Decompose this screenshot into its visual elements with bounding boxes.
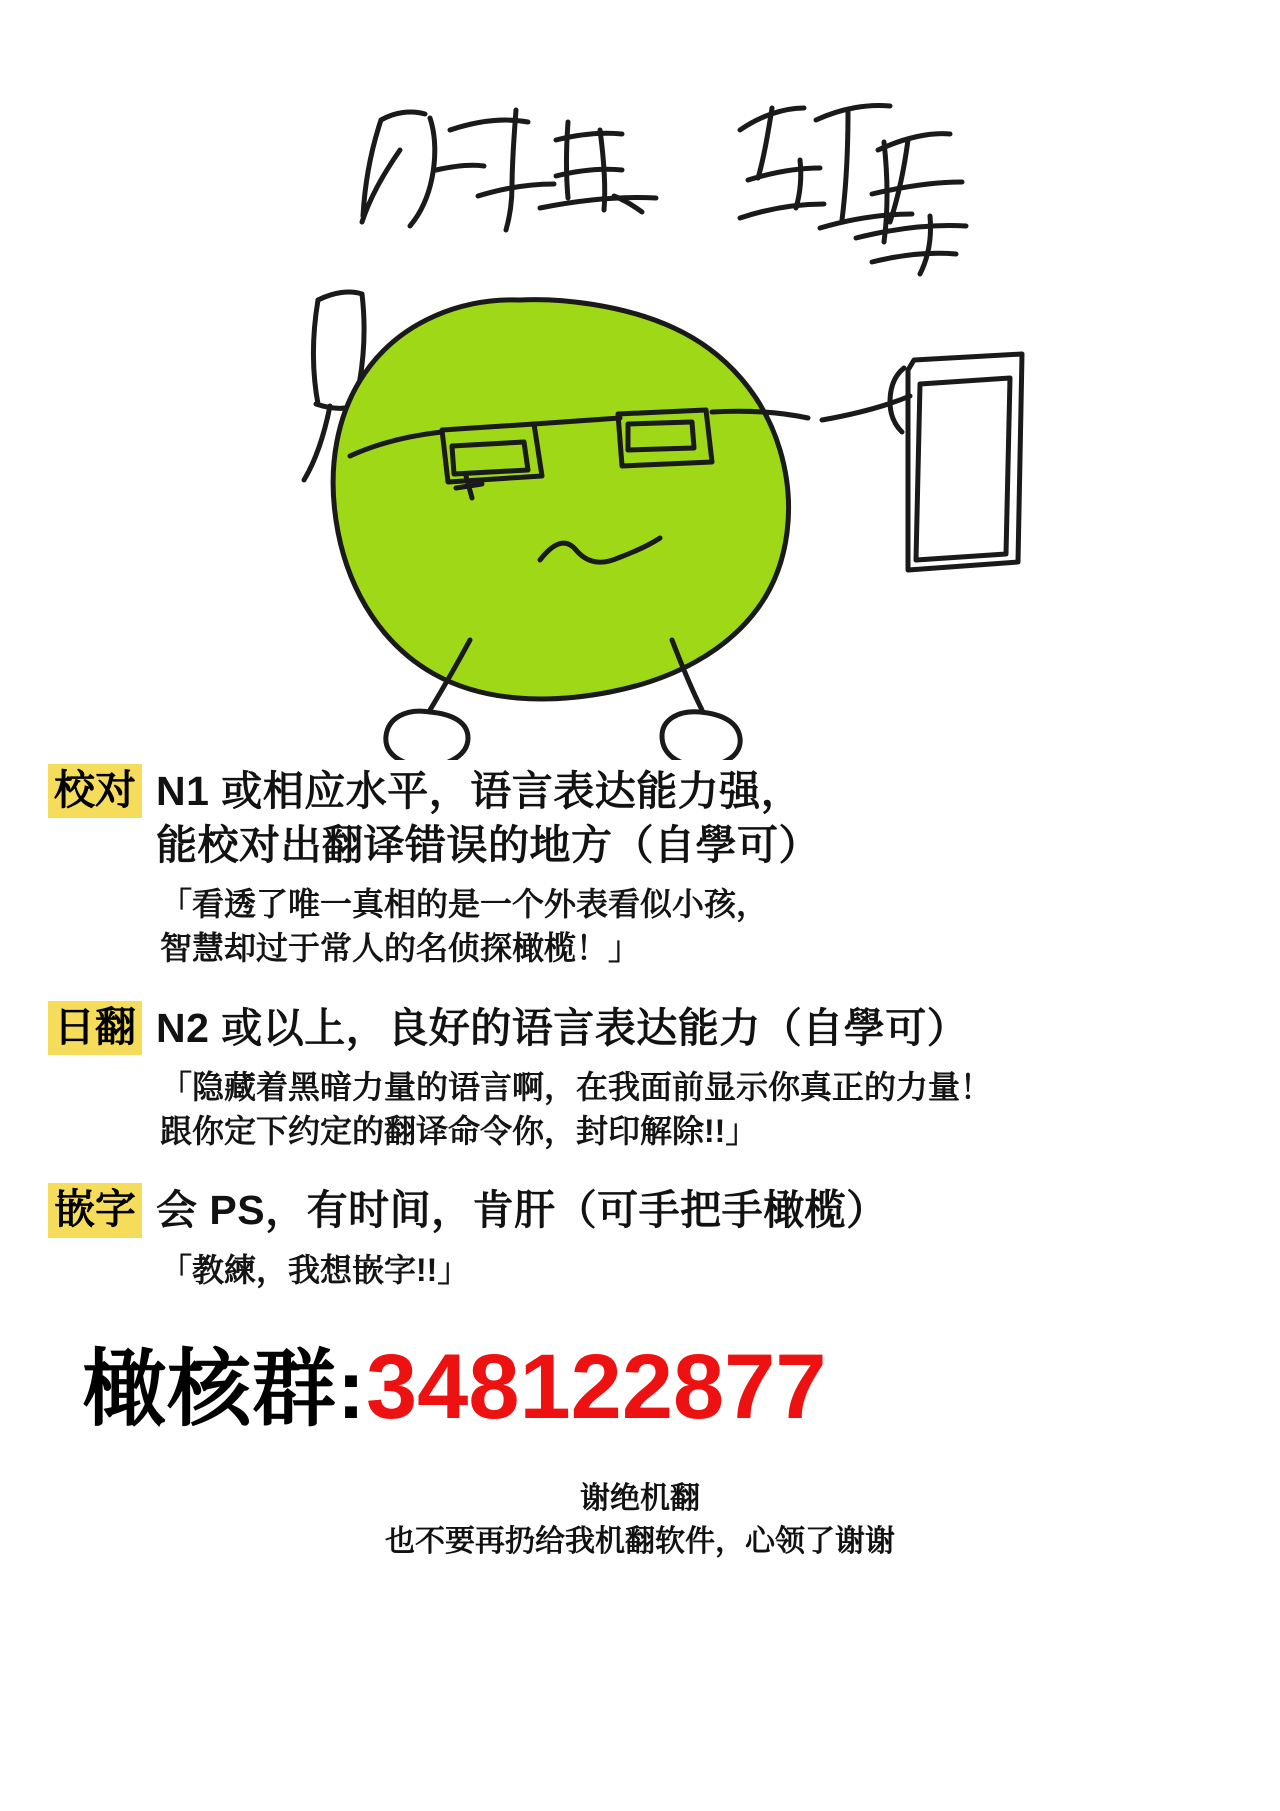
role-requirement <box>156 764 820 872</box>
role-requirement <box>156 1001 968 1055</box>
group-number[interactable]: 348122877 <box>365 1335 827 1438</box>
footer-line-2: 也不要再扔给我机翻软件，心领了谢谢 <box>385 1525 895 1559</box>
group-label: 橄核群: <box>82 1341 366 1436</box>
mascot-drawing <box>0 0 1280 760</box>
roles-list <box>0 764 1280 1292</box>
role-requirement <box>156 1183 888 1237</box>
role-tag: 日翻 <box>48 1001 142 1055</box>
footer-notice <box>0 1477 1280 1564</box>
role-tag: 校对 <box>48 764 142 818</box>
role-quote-line: 「教練，我想嵌字!!」 <box>160 1251 470 1288</box>
footer-line-1: 谢绝机翻 <box>580 1481 700 1515</box>
role-quote <box>160 1065 1236 1153</box>
role-quote <box>160 1248 1236 1292</box>
role-requirement-line: 会 PS，有时间，肯肝（可手把手橄榄） <box>156 1187 888 1234</box>
role-requirement-line: 能校对出翻译错误的地方（自學可） <box>156 822 820 869</box>
group-contact <box>0 1322 1280 1443</box>
role-header <box>48 1183 1236 1237</box>
role-quote-line: 「看透了唯一真相的是一个外表看似小孩， <box>160 886 769 923</box>
role-quote <box>160 882 1236 970</box>
role-header <box>48 764 1236 872</box>
role-quote-line: 智慧却过于常人的名侦探橄榄！」 <box>160 930 641 967</box>
role-quote-line: 「隐藏着黑暗力量的语言啊，在我面前显示你真正的力量！ <box>160 1068 993 1105</box>
role-item-typesetter <box>48 1183 1236 1292</box>
role-item-proofreader <box>48 764 1236 971</box>
role-tag: 嵌字 <box>48 1183 142 1237</box>
role-header <box>48 1001 1236 1055</box>
role-item-translator <box>48 1001 1236 1154</box>
role-requirement-line: N2 或以上，良好的语言表达能力（自學可） <box>156 1004 969 1051</box>
illustration <box>0 0 1280 760</box>
role-quote-line: 跟你定下约定的翻译命令你，封印解除!!」 <box>160 1113 758 1150</box>
role-requirement-line: N1 或相应水平，语言表达能力强， <box>156 768 803 814</box>
